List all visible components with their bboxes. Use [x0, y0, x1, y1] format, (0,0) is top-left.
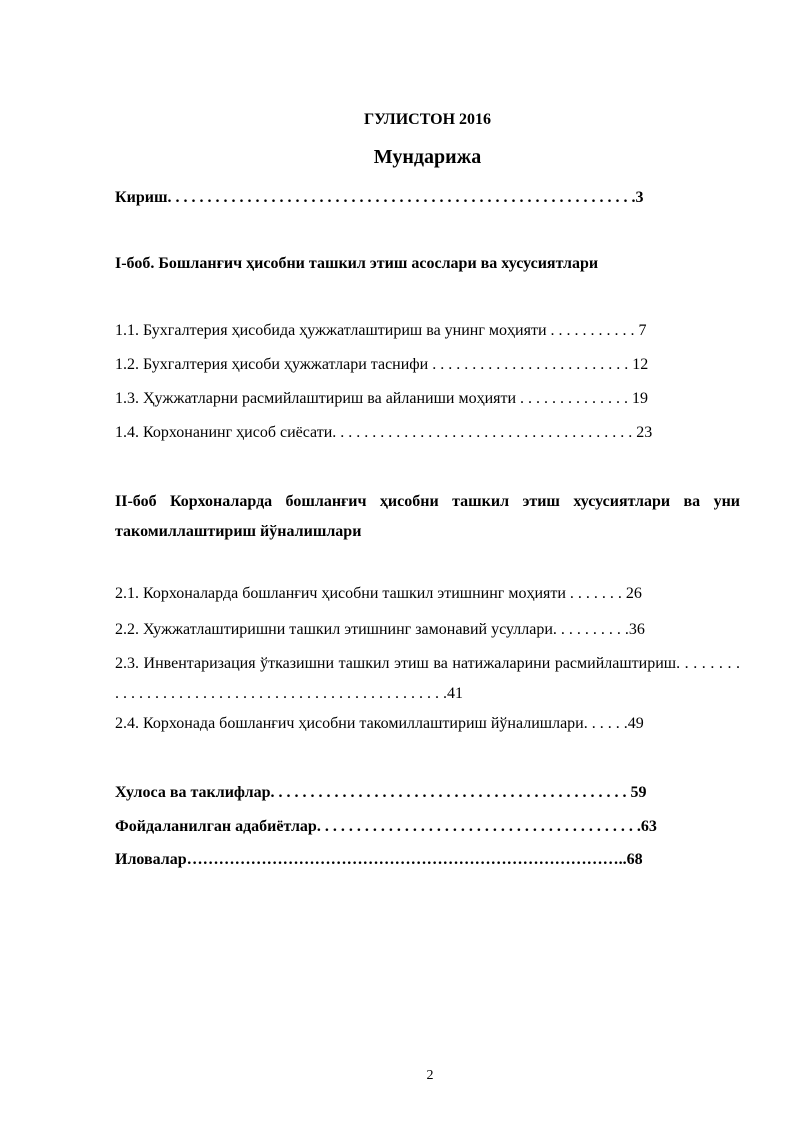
- toc-chapter-1: I-боб. Бошланғич ҳисобни ташкил этиш асослари ва хусусиятлари: [115, 255, 599, 272]
- toc-chapter-2: II-боб Корхоналарда бошланғич ҳисобни ташкил этиш хусусиятлари ва уни такомиллаштириш йўналишлари: [115, 493, 740, 540]
- toc-entry-1-2: 1.2. Бухгалтерия ҳисоби ҳужжатлари таснифи . . . . . . . . . . . . . . . . . . . . . . . . . 12: [115, 356, 649, 373]
- page-number: 2: [426, 1068, 434, 1083]
- toc-entry-literature: Фойдаланилган адабиётлар. . . . . . . . . . . . . . . . . . . . . . . . . . . . . . . . . . . . . . . . .63: [115, 818, 657, 835]
- toc-entry-conclusions: Хулоса ва таклифлар. . . . . . . . . . . . . . . . . . . . . . . . . . . . . . . . . . . . . . . . . . . . . 59: [115, 784, 647, 801]
- toc-entry-1-1: 1.1. Бухгалтерия ҳисобида ҳужжатлаштириш ва унинг моҳияти . . . . . . . . . . . 7: [115, 322, 647, 339]
- toc-entry-appendices: Иловалар………………………………………………………………………..68: [115, 851, 643, 868]
- toc-entry-1-4: 1.4. Корхонанинг ҳисоб сиёсати. . . . . . . . . . . . . . . . . . . . . . . . . . . . . . . . . . . . . . 23: [115, 424, 653, 441]
- toc-entry-2-2: 2.2. Хужжатлаштиришни ташкил этишнинг замонавий усуллари. . . . . . . . . .36: [115, 621, 645, 638]
- toc-entry-intro: Кириш. . . . . . . . . . . . . . . . . . . . . . . . . . . . . . . . . . . . . . . . . . . . . . . . . . . . . . . . . . .3: [115, 189, 644, 206]
- toc-entry-2-3: 2.3. Инвентаризация ўтказишни ташкил этиш ва натижаларини расмийлаштириш. . . . . . . . . . . . . . . . . . . . . . . . . . . . . . . . . . . . . . . . . . . . . . . . . .41: [115, 655, 740, 702]
- toc-entry-2-4: 2.4. Корхонада бошланғич ҳисобни такомиллаштириш йўналишлари. . . . . .49: [115, 715, 644, 732]
- toc-entry-1-3: 1.3. Ҳужжатларни расмийлаштириш ва айланиши моҳияти . . . . . . . . . . . . . . 19: [115, 390, 649, 407]
- toc-entry-2-1: 2.1. Корхоналарда бошланғич ҳисобни ташкил этишнинг моҳияти . . . . . . . 26: [115, 585, 642, 602]
- city-year-heading: ГУЛИСТОН 2016: [363, 111, 492, 128]
- page-title: Мундарижа: [373, 146, 482, 168]
